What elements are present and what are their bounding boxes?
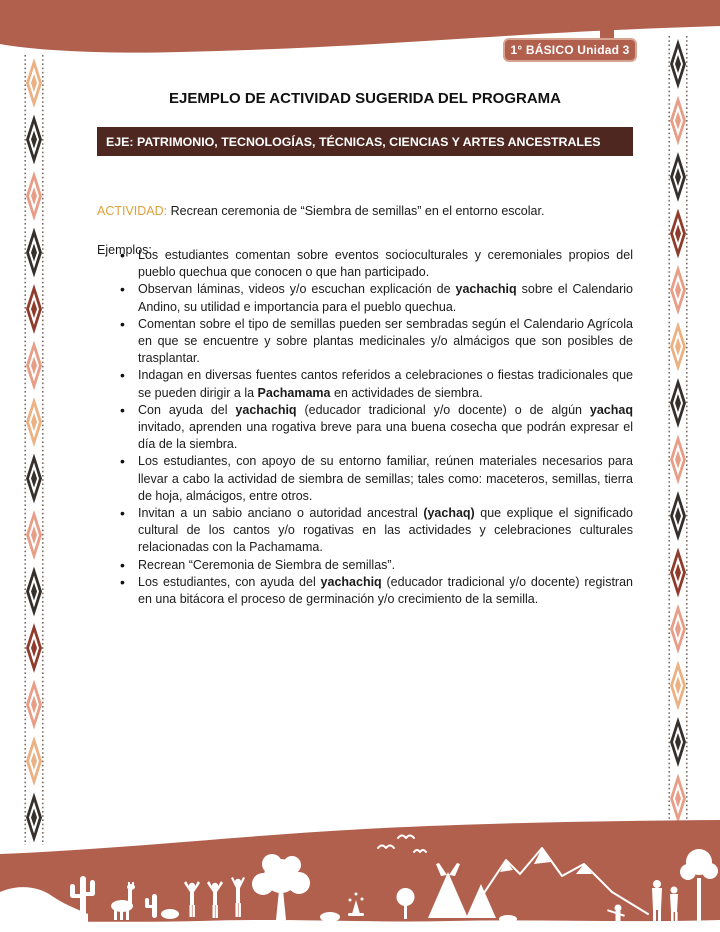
bush-icon — [320, 912, 340, 922]
list-item: • Recrean “Ceremonia de Siembra de semillas”. — [120, 557, 633, 574]
list-item: • Los estudiantes comentan sobre eventos socioculturales y ceremoniales propios del pueblo quechua que conocen o que han participado. — [120, 247, 633, 281]
ground-icon — [0, 920, 720, 932]
list-item: • Con ayuda del yachachiq (educador tradicional y/o docente) o de algún yachaq invitado, aprenden una rogativa breve para una buena cosecha que podrán expresar el día de la siembra. — [120, 402, 633, 454]
activity-label: ACTIVIDAD: — [97, 203, 168, 218]
examples-label: Ejemplos: — [97, 242, 152, 257]
footer-landscape-illustration — [0, 820, 720, 932]
bush-icon — [161, 909, 179, 919]
bird-icon — [188, 832, 200, 834]
list-item: • Invitan a un sabio anciano o autoridad ancestral (yachaq) que explique el significado cultural de los cantos y/o rogativas en las actividades y celebraciones culturales relacionadas con la Pachamama. — [120, 505, 633, 557]
unit-badge: 1° BÁSICO Unidad 3 — [503, 38, 637, 62]
eje-banner-text: EJE: PATRIMONIO, TECNOLOGÍAS, TÉCNICAS, CIENCIAS Y ARTES ANCESTRALES — [106, 134, 601, 149]
list-item: • Indagan en diversas fuentes cantos referidos a celebraciones o fiestas tradicionales que se pueden dirigir a la Pachamama en actividades de siembra. — [120, 367, 633, 401]
activity-line — [97, 203, 633, 220]
list-item: • Los estudiantes, con apoyo de su entorno familiar, reúnen materiales necesarios para llevar a cabo la actividad de siembra de semillas; tales como: maceteros, semillas, tierra de hoja, almácigos, entre otros. — [120, 453, 633, 505]
activity-text: Recrean ceremonia de “Siembra de semillas” en el entorno escolar. — [167, 203, 545, 218]
textile-border-left-icon — [24, 55, 44, 845]
example-list — [97, 247, 633, 608]
list-item: • Comentan sobre el tipo de semillas pueden ser sembradas según el Calendario Agrícola en que se encuentre y sobre plantas medicinales y/o almácigos que son posibles de trasplantar. — [120, 316, 633, 368]
page-title: EJEMPLO DE ACTIVIDAD SUGERIDA DEL PROGRAMA — [169, 90, 561, 107]
textile-border-right-icon — [668, 36, 688, 845]
list-item: • Observan láminas, videos y/o escuchan explicación de yachachiq sobre el Calendario Andino, su utilidad e importancia para el pueblo quechua. — [120, 281, 633, 315]
list-item: • Los estudiantes, con ayuda del yachachiq (educador tradicional y/o docente) registran en una bitácora el proceso de germinación y/o crecimiento de la semilla. — [120, 574, 633, 608]
eje-banner — [97, 127, 633, 156]
